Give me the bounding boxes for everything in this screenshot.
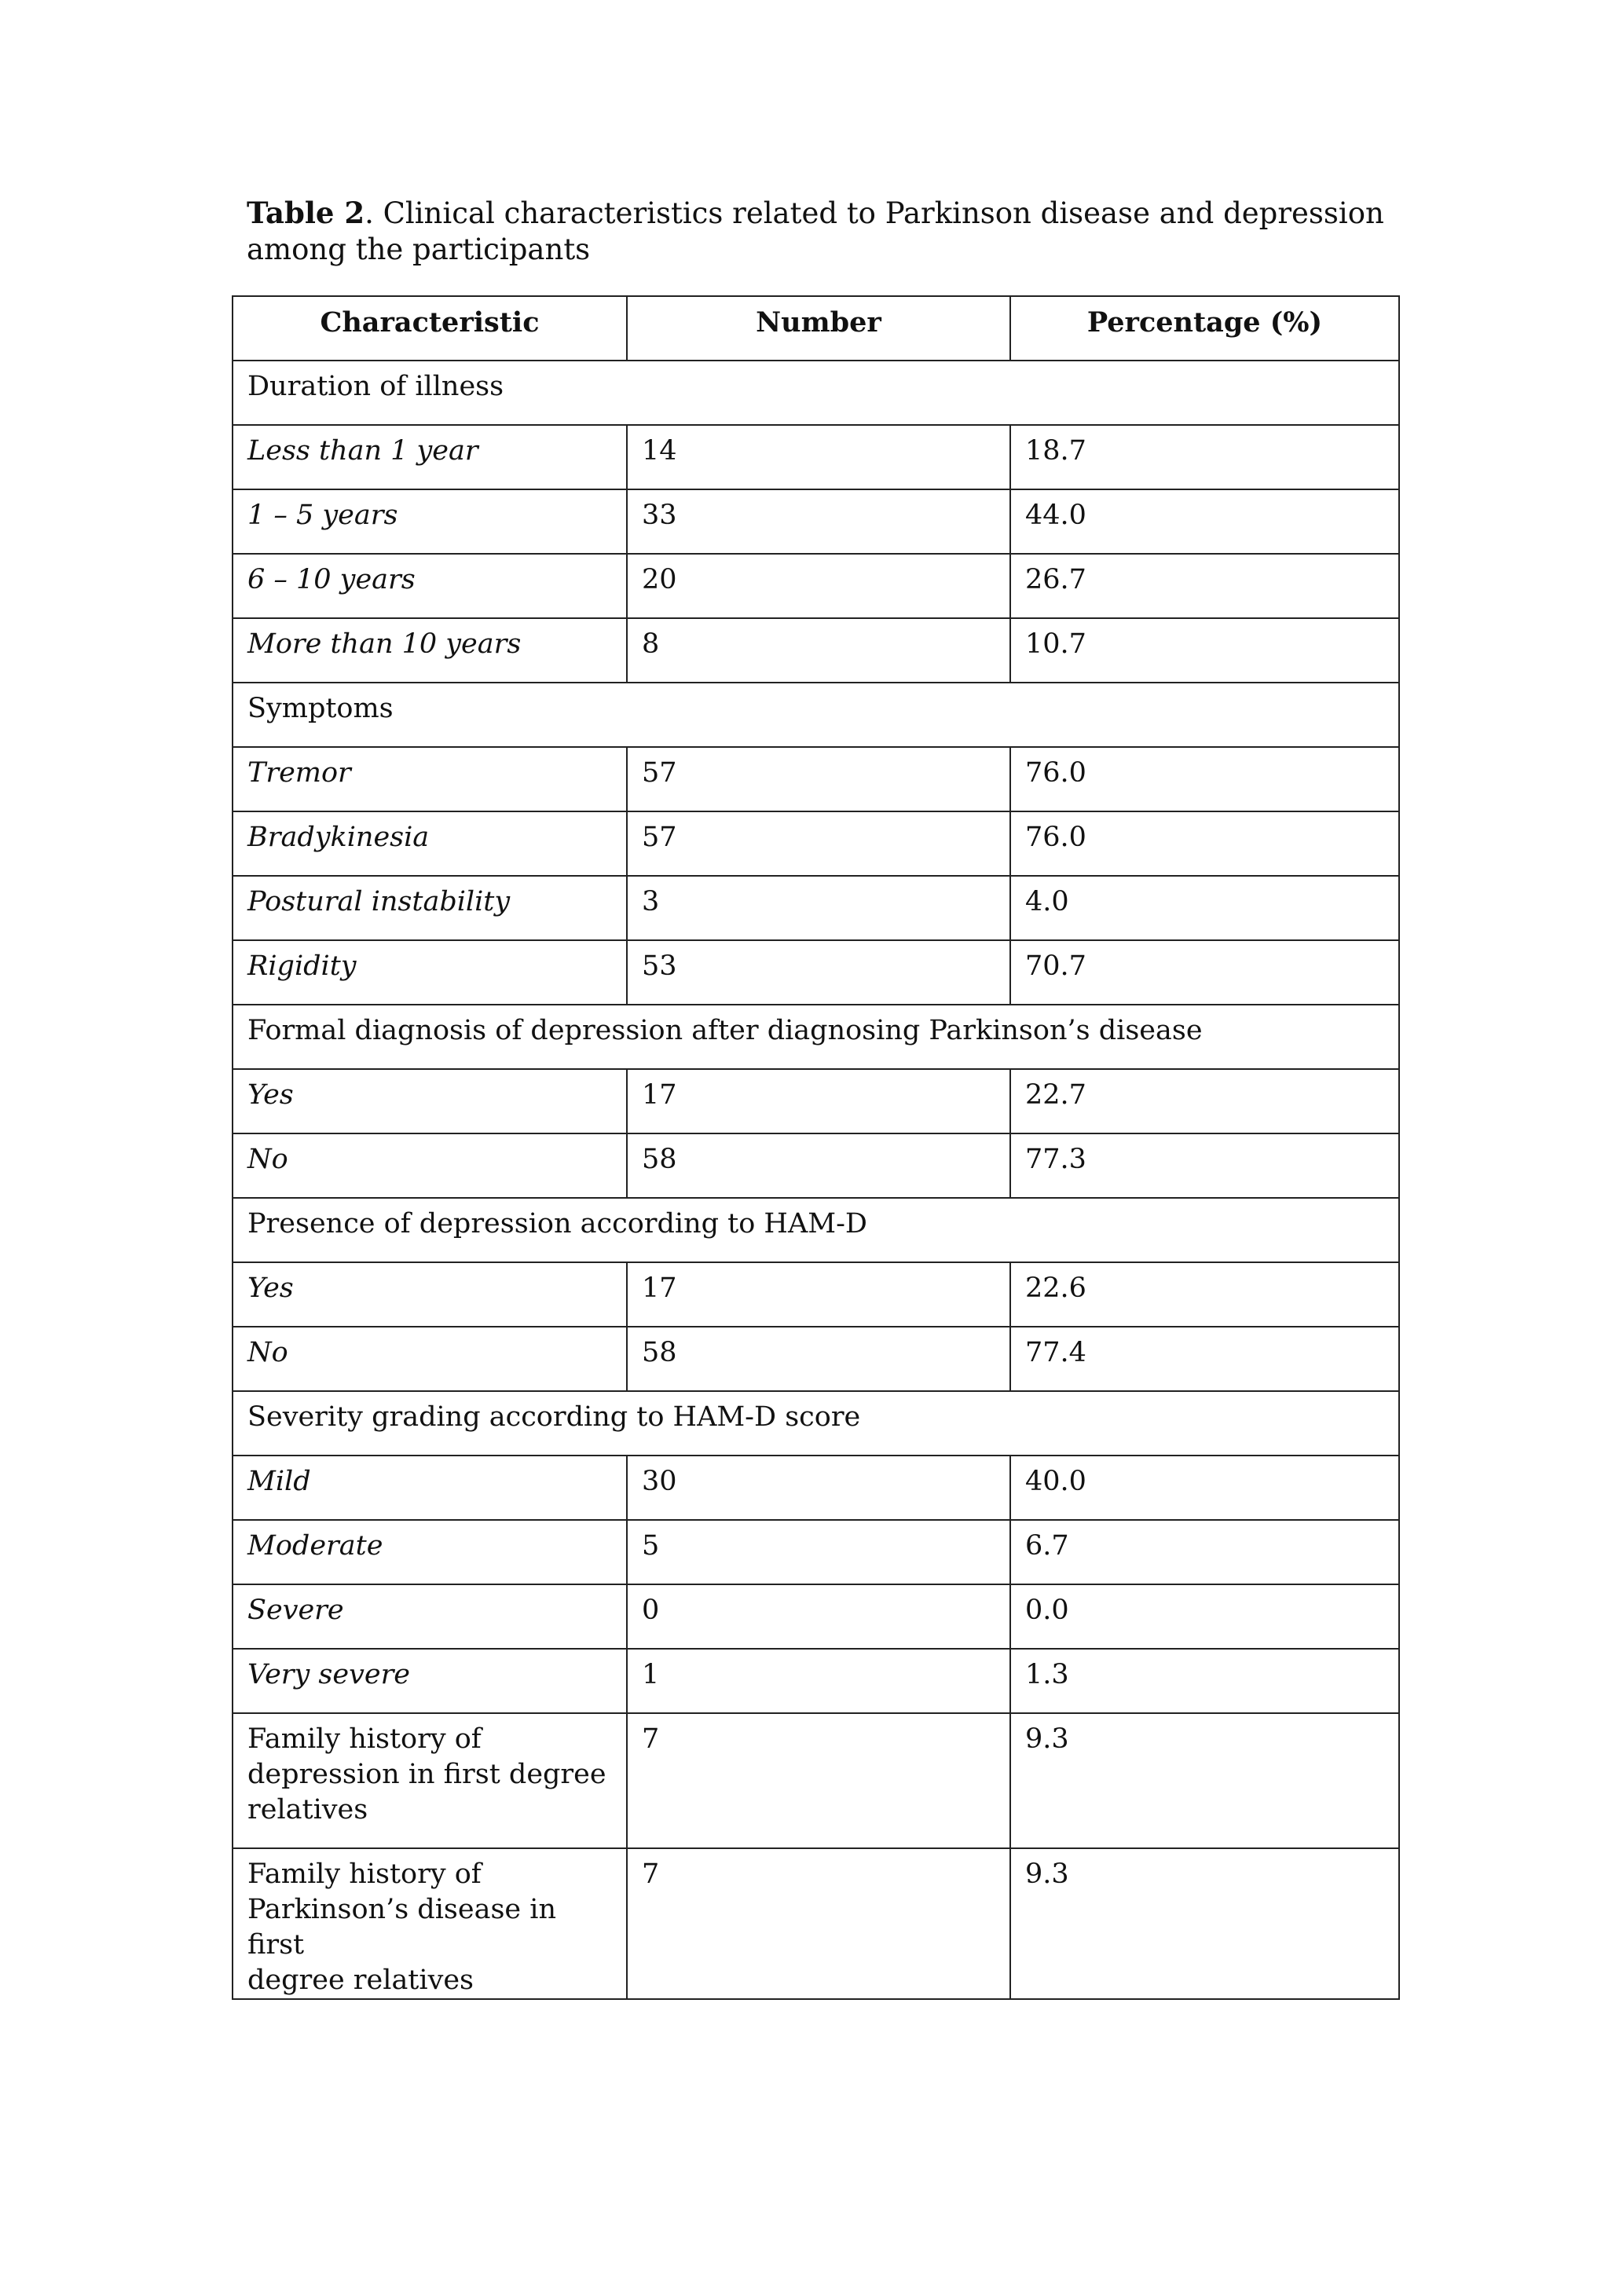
label-line: depression in first degree [247,1759,606,1790]
section-row [233,1198,1399,1262]
section-row [233,1391,1399,1456]
table-row [233,1262,1399,1327]
row-number: 58 [627,1133,1010,1198]
row-label: Tremor [233,747,627,811]
header-number: Number [627,296,1010,361]
row-label: 1 – 5 years [233,489,627,554]
family-history-depression-label [233,1713,627,1848]
row-number: 57 [627,747,1010,811]
row-percentage: 4.0 [1010,876,1399,940]
row-label: Rigidity [233,940,627,1005]
table-row [233,1133,1399,1198]
table-row [233,489,1399,554]
header-characteristic: Characteristic [233,296,627,361]
section-title: Severity grading according to HAM-D score [233,1391,1399,1456]
row-percentage: 6.7 [1010,1520,1399,1584]
row-percentage: 0.0 [1010,1584,1399,1649]
section-row [233,1005,1399,1069]
row-percentage: 22.7 [1010,1069,1399,1133]
row-label: Bradykinesia [233,811,627,876]
row-label: Yes [233,1069,627,1133]
section-title: Formal diagnosis of depression after diagnosing Parkinson’s disease [233,1005,1399,1069]
row-number: 7 [627,1713,1010,1848]
label-line: Parkinson’s disease in first [247,1894,556,1961]
row-number: 58 [627,1327,1010,1391]
section-title: Presence of depression according to HAM-D [233,1198,1399,1262]
row-percentage: 18.7 [1010,425,1399,489]
row-number: 17 [627,1069,1010,1133]
row-percentage: 76.0 [1010,747,1399,811]
table-row [233,940,1399,1005]
section-row [233,683,1399,747]
row-percentage: 77.3 [1010,1133,1399,1198]
row-label: Less than 1 year [233,425,627,489]
row-label: 6 – 10 years [233,554,627,618]
table-caption [247,195,1409,268]
table-row [233,811,1399,876]
header-row [233,296,1399,361]
section-row [233,361,1399,425]
table-row [233,1584,1399,1649]
table-row [233,1069,1399,1133]
table-row [233,1713,1399,1848]
row-label: No [233,1133,627,1198]
table-row [233,1848,1399,1999]
table-row [233,876,1399,940]
table-row [233,1327,1399,1391]
row-number: 20 [627,554,1010,618]
table-row [233,1520,1399,1584]
table-row [233,1456,1399,1520]
row-number: 3 [627,876,1010,940]
header-percentage: Percentage (%) [1010,296,1399,361]
row-percentage: 1.3 [1010,1649,1399,1713]
row-percentage: 44.0 [1010,489,1399,554]
family-history-parkinsons-label [233,1848,627,1999]
row-number: 0 [627,1584,1010,1649]
row-percentage: 40.0 [1010,1456,1399,1520]
row-label: Moderate [233,1520,627,1584]
row-percentage: 10.7 [1010,618,1399,683]
row-number: 57 [627,811,1010,876]
table-row [233,425,1399,489]
caption-text: . Clinical characteristics related to Parkinson disease and depression among the participants [247,196,1384,266]
row-number: 8 [627,618,1010,683]
label-line: Family history of [247,1858,482,1890]
table-row [233,618,1399,683]
row-label: Yes [233,1262,627,1327]
row-number: 17 [627,1262,1010,1327]
row-percentage: 70.7 [1010,940,1399,1005]
row-number: 14 [627,425,1010,489]
row-number: 33 [627,489,1010,554]
row-percentage: 76.0 [1010,811,1399,876]
section-title: Duration of illness [233,361,1399,425]
table-row [233,747,1399,811]
row-label: Mild [233,1456,627,1520]
row-label: Very severe [233,1649,627,1713]
label-line: Family history of [247,1723,482,1755]
row-number: 30 [627,1456,1010,1520]
table-row [233,1649,1399,1713]
caption-label: Table 2 [247,196,365,230]
row-percentage: 9.3 [1010,1713,1399,1848]
section-title: Symptoms [233,683,1399,747]
label-line: relatives [247,1794,368,1825]
row-number: 5 [627,1520,1010,1584]
row-label: Postural instability [233,876,627,940]
row-label: Severe [233,1584,627,1649]
row-percentage: 26.7 [1010,554,1399,618]
table-row [233,554,1399,618]
row-percentage: 22.6 [1010,1262,1399,1327]
clinical-characteristics-table [232,295,1400,2000]
label-line: degree relatives [247,1965,474,1996]
row-percentage: 9.3 [1010,1848,1399,1999]
row-number: 1 [627,1649,1010,1713]
row-percentage: 77.4 [1010,1327,1399,1391]
row-number: 7 [627,1848,1010,1999]
row-number: 53 [627,940,1010,1005]
row-label: More than 10 years [233,618,627,683]
row-label: No [233,1327,627,1391]
